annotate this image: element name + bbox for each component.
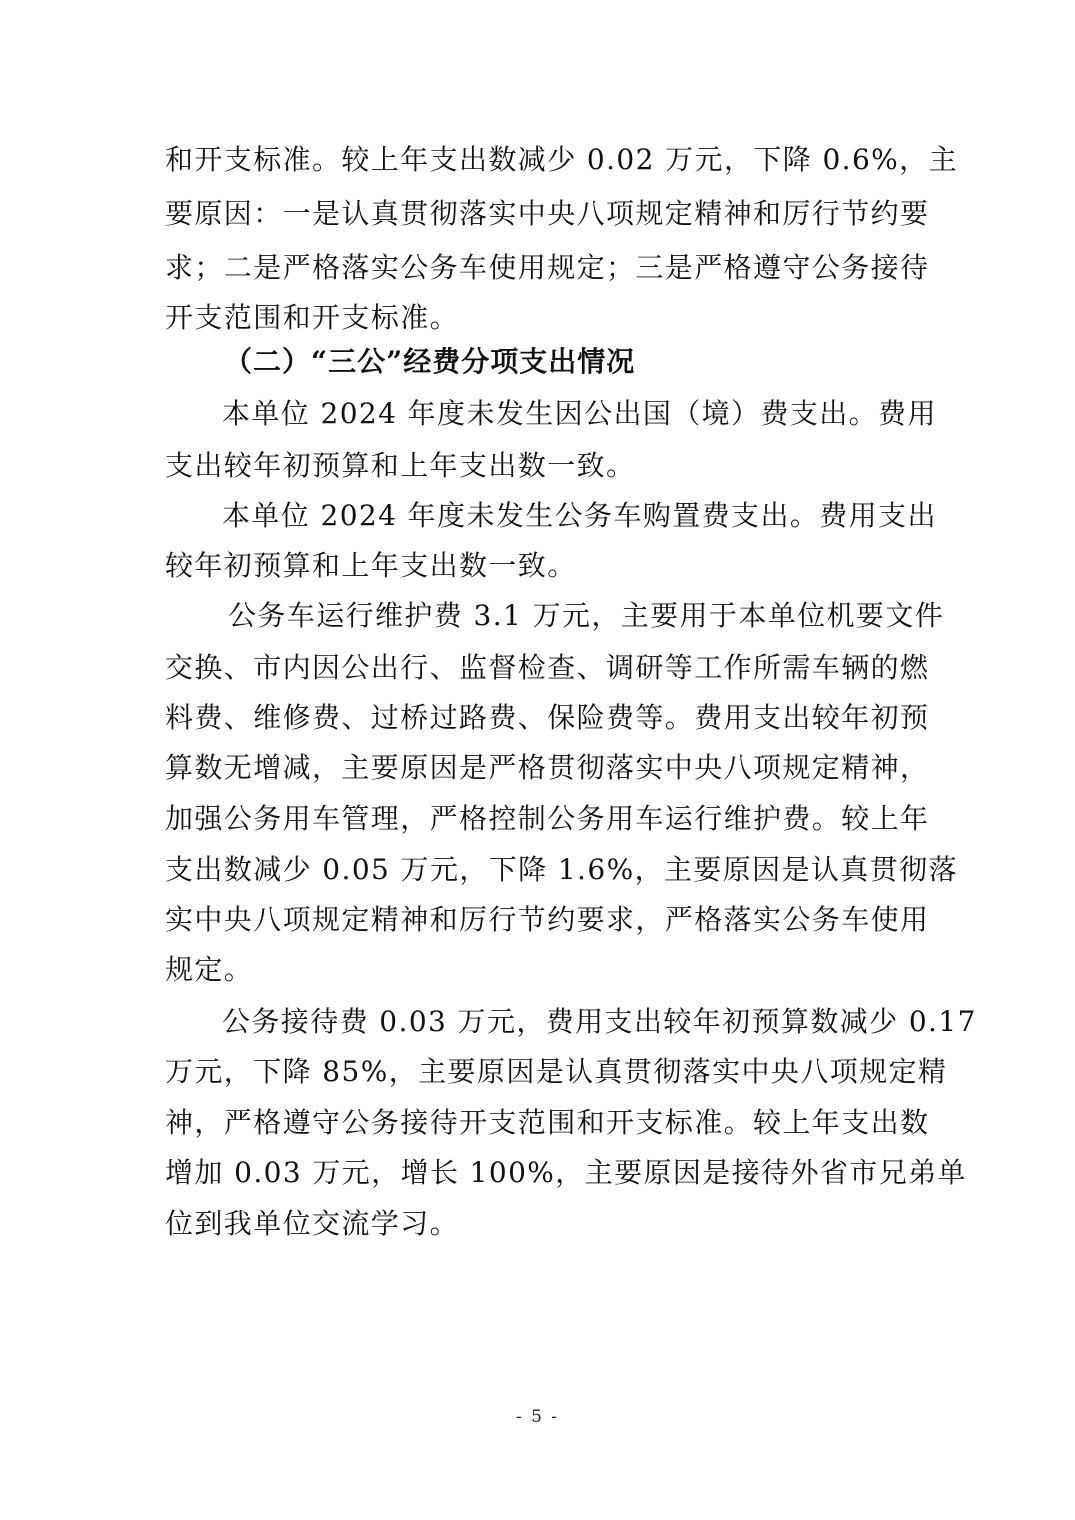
paragraph-line: 求；二是严格落实公务车使用规定；三是严格遵守公务接待: [165, 251, 930, 284]
section-heading: （二）“三公”经费分项支出情况: [224, 345, 636, 378]
paragraph-line: 和开支标准。较上年支出数减少 0.02 万元，下降 0.6%，主: [165, 143, 958, 176]
paragraph-line: 交换、市内因公出行、监督检查、调研等工作所需车辆的燃: [165, 651, 930, 684]
paragraph-line: 料费、维修费、过桥过路费、保险费等。费用支出较年初预: [165, 701, 930, 734]
paragraph-line: 本单位 2024 年度未发生公务车购置费支出。费用支出: [222, 499, 937, 532]
paragraph-line: 算数无增减，主要原因是严格贯彻落实中央八项规定精神，: [165, 751, 930, 784]
paragraph-line: 要原因：一是认真贯彻落实中央八项规定精神和厉行节约要: [165, 197, 930, 230]
paragraph-line: 支出较年初预算和上年支出数一致。: [165, 449, 636, 482]
paragraph-line: 公务接待费 0.03 万元，费用支出较年初预算数减少 0.17: [222, 1005, 977, 1038]
paragraph-line: 支出数减少 0.05 万元，下降 1.6%，主要原因是认真贯彻落: [165, 853, 958, 886]
paragraph-line: 较年初预算和上年支出数一致。: [165, 549, 577, 582]
paragraph-line: 加强公务用车管理，严格控制公务用车运行维护费。较上年: [165, 802, 930, 835]
paragraph-line: 增加 0.03 万元，增长 100%，主要原因是接待外省市兄弟单: [165, 1156, 967, 1189]
paragraph-line: 规定。: [165, 953, 254, 986]
paragraph-line: 位到我单位交流学习。: [165, 1207, 460, 1240]
paragraph-line: 实中央八项规定精神和厉行节约要求，严格落实公务车使用: [165, 903, 930, 936]
paragraph-line: 开支范围和开支标准。: [165, 301, 460, 334]
paragraph-line: 神，严格遵守公务接待开支范围和开支标准。较上年支出数: [165, 1106, 930, 1139]
paragraph-line: 万元，下降 85%，主要原因是认真贯彻落实中央八项规定精: [165, 1055, 948, 1088]
paragraph-line: 公务车运行维护费 3.1 万元，主要用于本单位机要文件: [228, 599, 945, 632]
page-number: - 5 -: [515, 1407, 560, 1427]
paragraph-line: 本单位 2024 年度未发生因公出国（境）费支出。费用: [222, 397, 937, 430]
